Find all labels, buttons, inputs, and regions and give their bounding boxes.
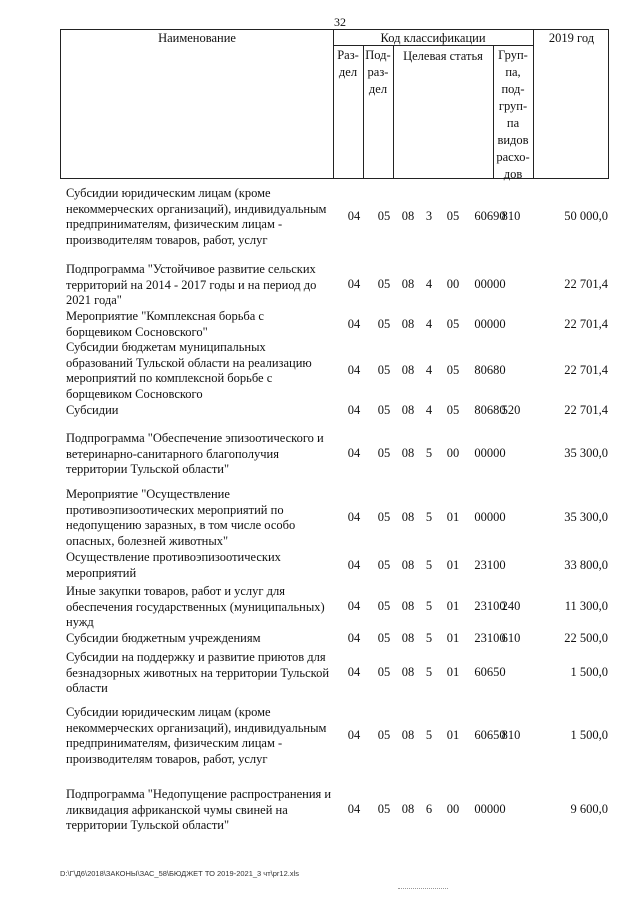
code-cs1: 08 bbox=[401, 802, 415, 817]
code-podrazdel: 05 bbox=[377, 363, 391, 377]
code-vid: 810 bbox=[501, 209, 521, 223]
code-cs3: 01 bbox=[446, 557, 460, 572]
code-vid: 520 bbox=[501, 403, 521, 417]
code-cs2: 4 bbox=[425, 277, 433, 292]
row-name-line: Подпрограмма "Устойчивое развитие сельских bbox=[66, 262, 316, 276]
row-name bbox=[66, 431, 343, 478]
code-razdel: 04 bbox=[347, 209, 361, 223]
code-cs2: 4 bbox=[425, 363, 433, 377]
code-vid: 810 bbox=[501, 728, 521, 742]
header-podrazdel bbox=[363, 47, 393, 98]
row-name bbox=[66, 650, 343, 697]
row-name bbox=[66, 186, 343, 248]
code-cs1: 08 bbox=[401, 209, 415, 223]
code-cs4: 60650 bbox=[474, 665, 506, 680]
amount: 22 701,4 bbox=[564, 403, 608, 417]
code-podrazdel: 05 bbox=[377, 557, 391, 572]
row-name-line: нужд bbox=[66, 615, 94, 629]
code-cs3: 01 bbox=[446, 665, 460, 680]
code-cs3: 05 bbox=[446, 209, 460, 223]
row-name-line: недопущению заразных, в том числе особо bbox=[66, 518, 296, 532]
code-cs4: 00000 bbox=[474, 510, 506, 524]
code-cs2: 5 bbox=[425, 599, 433, 614]
amount: 11 300,0 bbox=[564, 599, 608, 614]
amount: 9 600,0 bbox=[570, 802, 608, 817]
amount: 35 300,0 bbox=[564, 446, 608, 461]
code-cs4: 00000 bbox=[474, 446, 506, 461]
code-cs3: 05 bbox=[446, 316, 460, 331]
row-name-line: производителям товаров, работ, услуг bbox=[66, 232, 268, 247]
row-name-line: Субсидии bbox=[66, 403, 119, 417]
code-cs1: 08 bbox=[401, 363, 415, 377]
row-name-line: опасных, болезней животных" bbox=[66, 533, 229, 548]
row-name-line: Подпрограмма "Обеспечение эпизоотического и bbox=[66, 431, 324, 445]
amount: 22 701,4 bbox=[564, 316, 608, 331]
row-name-line: обеспечения государственных (муниципальных) bbox=[66, 599, 325, 614]
code-cs4: 23100 bbox=[474, 631, 506, 645]
amount: 22 500,0 bbox=[564, 631, 608, 645]
amount: 1 500,0 bbox=[570, 728, 608, 742]
header-gruppa-line: расхо- bbox=[496, 150, 530, 164]
header-classification: Код классификации bbox=[380, 31, 486, 45]
page-number: 32 bbox=[334, 15, 346, 29]
code-razdel: 04 bbox=[347, 599, 361, 614]
row-name-line: Мероприятие "Осуществление bbox=[66, 487, 230, 501]
code-cs1: 08 bbox=[401, 599, 415, 614]
row-name bbox=[66, 787, 343, 834]
row-name-line: Субсидии юридическим лицам (кроме bbox=[66, 186, 271, 200]
code-cs3: 00 bbox=[446, 802, 460, 817]
row-name-line: ликвидация африканской чумы свиней на bbox=[66, 802, 288, 817]
row-name-line: ветеринарно-санитарного благополучия bbox=[66, 446, 279, 461]
header-gruppa-line: дов bbox=[503, 167, 523, 181]
row-name-line: безнадзорных животных на территории Тульской bbox=[66, 665, 330, 680]
code-podrazdel: 05 bbox=[377, 631, 391, 645]
header-gruppa-line: под- bbox=[501, 82, 525, 96]
code-cs2: 5 bbox=[425, 665, 433, 680]
code-cs2: 5 bbox=[425, 631, 433, 645]
row-name-line: образований Тульской области на реализацию bbox=[66, 355, 312, 370]
header-podrazdel-line: Под- bbox=[365, 48, 391, 62]
code-cs4: 60690 bbox=[474, 209, 506, 223]
code-cs3: 01 bbox=[446, 599, 460, 614]
header-gruppa-line: груп- bbox=[498, 99, 528, 113]
row-name-line: Иные закупки товаров, работ и услуг для bbox=[66, 584, 286, 598]
amount: 50 000,0 bbox=[564, 209, 608, 223]
code-cs3: 01 bbox=[446, 510, 460, 524]
code-cs3: 05 bbox=[446, 403, 460, 417]
code-podrazdel: 05 bbox=[377, 665, 391, 680]
header-gruppa-line: па, bbox=[505, 65, 521, 79]
code-vid: 240 bbox=[501, 599, 521, 614]
code-cs4: 80680 bbox=[474, 363, 506, 377]
code-cs3: 01 bbox=[446, 728, 460, 742]
row-name bbox=[66, 631, 343, 647]
row-name-line: предпринимателям, физическим лицам - bbox=[66, 736, 283, 750]
header-divider bbox=[393, 45, 394, 178]
code-razdel: 04 bbox=[347, 631, 361, 645]
row-name-line: 2021 года" bbox=[66, 293, 122, 307]
code-razdel: 04 bbox=[347, 510, 361, 524]
code-cs2: 3 bbox=[425, 209, 433, 223]
amount: 35 300,0 bbox=[564, 510, 608, 524]
header-gruppa-line: па bbox=[506, 116, 520, 130]
amount: 22 701,4 bbox=[564, 363, 608, 377]
code-cs1: 08 bbox=[401, 403, 415, 417]
code-podrazdel: 05 bbox=[377, 209, 391, 223]
header-gruppa-line: видов bbox=[497, 133, 529, 147]
row-name-line: территорий на 2014 - 2017 годы и на период до bbox=[66, 277, 317, 292]
code-cs4: 00000 bbox=[474, 802, 506, 817]
code-podrazdel: 05 bbox=[377, 316, 391, 331]
code-podrazdel: 05 bbox=[377, 599, 391, 614]
code-cs2: 4 bbox=[425, 403, 433, 417]
code-cs1: 08 bbox=[401, 665, 415, 680]
row-name-line: борщевиком Сосновского bbox=[66, 386, 203, 401]
amount: 33 800,0 bbox=[564, 557, 608, 572]
row-name-line: некоммерческих организаций), индивидуальным bbox=[66, 201, 327, 216]
code-cs3: 01 bbox=[446, 631, 460, 645]
row-name-line: Субсидии бюджетным учреждениям bbox=[66, 631, 261, 645]
header-podrazdel-line: дел bbox=[368, 82, 388, 96]
row-name bbox=[66, 340, 343, 402]
header-name: Наименование bbox=[158, 31, 236, 45]
code-cs2: 4 bbox=[425, 316, 433, 331]
code-podrazdel: 05 bbox=[377, 277, 391, 292]
row-name-line: некоммерческих организаций), индивидуальным bbox=[66, 720, 327, 735]
code-cs1: 08 bbox=[401, 728, 415, 742]
row-name-line: Субсидии на поддержку и развитие приютов для bbox=[66, 650, 326, 664]
code-cs1: 08 bbox=[401, 510, 415, 524]
header-razdel bbox=[333, 47, 363, 81]
row-name bbox=[66, 262, 343, 309]
header-year: 2019 год bbox=[548, 31, 595, 45]
code-podrazdel: 05 bbox=[377, 446, 391, 461]
code-razdel: 04 bbox=[347, 665, 361, 680]
header-divider bbox=[533, 30, 534, 178]
row-name-line: противоэпизоотических мероприятий по bbox=[66, 502, 284, 517]
header-razdel-line: дел bbox=[338, 65, 358, 79]
code-cs2: 5 bbox=[425, 510, 433, 524]
code-razdel: 04 bbox=[347, 403, 361, 417]
row-name-line: Осуществление противоэпизоотических bbox=[66, 550, 281, 564]
row-name-line: территории Тульской области" bbox=[66, 462, 230, 476]
header-gruppa-line: Груп- bbox=[498, 48, 528, 62]
code-cs1: 08 bbox=[401, 446, 415, 461]
row-name-line: предпринимателям, физическим лицам - bbox=[66, 217, 283, 231]
code-cs1: 08 bbox=[401, 631, 415, 645]
code-razdel: 04 bbox=[347, 316, 361, 331]
row-name bbox=[66, 550, 343, 581]
header-gruppa bbox=[493, 47, 533, 183]
row-name-line: производителям товаров, работ, услуг bbox=[66, 751, 268, 766]
code-cs2: 5 bbox=[425, 557, 433, 572]
code-podrazdel: 05 bbox=[377, 728, 391, 742]
code-razdel: 04 bbox=[347, 728, 361, 742]
header-razdel-line: Раз- bbox=[337, 48, 359, 62]
code-razdel: 04 bbox=[347, 557, 361, 572]
amount: 22 701,4 bbox=[564, 277, 608, 292]
code-cs1: 08 bbox=[401, 277, 415, 292]
code-cs4: 23100 bbox=[474, 557, 506, 572]
code-cs4: 00000 bbox=[474, 277, 506, 292]
row-name bbox=[66, 705, 343, 767]
code-razdel: 04 bbox=[347, 446, 361, 461]
file-path-footer: D:\Г\Д6\2018\ЗАКОНЫ\ЗАС_58\БЮДЖЕТ ТО 2019-2021_3 чт\pr12.xls bbox=[60, 869, 299, 878]
header-podrazdel-line: раз- bbox=[367, 65, 389, 79]
row-name-line: области bbox=[66, 681, 108, 695]
amount: 1 500,0 bbox=[570, 665, 608, 680]
row-name bbox=[66, 403, 343, 419]
code-cs4: 23100 bbox=[474, 599, 506, 614]
code-razdel: 04 bbox=[347, 277, 361, 292]
code-podrazdel: 05 bbox=[377, 510, 391, 524]
code-cs2: 6 bbox=[425, 802, 433, 817]
code-cs4: 60650 bbox=[474, 728, 506, 742]
code-cs3: 05 bbox=[446, 363, 460, 377]
code-cs1: 08 bbox=[401, 557, 415, 572]
code-cs3: 00 bbox=[446, 277, 460, 292]
row-name-line: территории Тульской области" bbox=[66, 818, 230, 832]
row-name bbox=[66, 584, 343, 631]
row-name-line: Субсидии бюджетам муниципальных bbox=[66, 340, 266, 354]
row-name-line: Мероприятие "Комплексная борьба с bbox=[66, 309, 264, 323]
row-name bbox=[66, 309, 343, 340]
code-cs2: 5 bbox=[425, 728, 433, 742]
code-cs4: 00000 bbox=[474, 316, 506, 331]
code-podrazdel: 05 bbox=[377, 802, 391, 817]
row-name-line: мероприятий по комплексной борьбе с bbox=[66, 371, 273, 385]
code-podrazdel: 05 bbox=[377, 403, 391, 417]
scan-artifact bbox=[398, 888, 448, 891]
code-cs4: 80680 bbox=[474, 403, 506, 417]
row-name-line: Субсидии юридическим лицам (кроме bbox=[66, 705, 271, 719]
row-name-line: Подпрограмма "Недопущение распространения и bbox=[66, 787, 332, 801]
row-name-line: мероприятий bbox=[66, 565, 137, 580]
table-header bbox=[60, 29, 609, 179]
code-cs3: 00 bbox=[446, 446, 460, 461]
code-razdel: 04 bbox=[347, 802, 361, 817]
code-cs2: 5 bbox=[425, 446, 433, 461]
code-razdel: 04 bbox=[347, 363, 361, 377]
row-name-line: борщевиком Сосновского" bbox=[66, 324, 208, 339]
header-celevaya: Целевая статья bbox=[403, 49, 483, 63]
code-cs1: 08 bbox=[401, 316, 415, 331]
code-vid: 610 bbox=[501, 631, 521, 645]
row-name bbox=[66, 487, 343, 549]
